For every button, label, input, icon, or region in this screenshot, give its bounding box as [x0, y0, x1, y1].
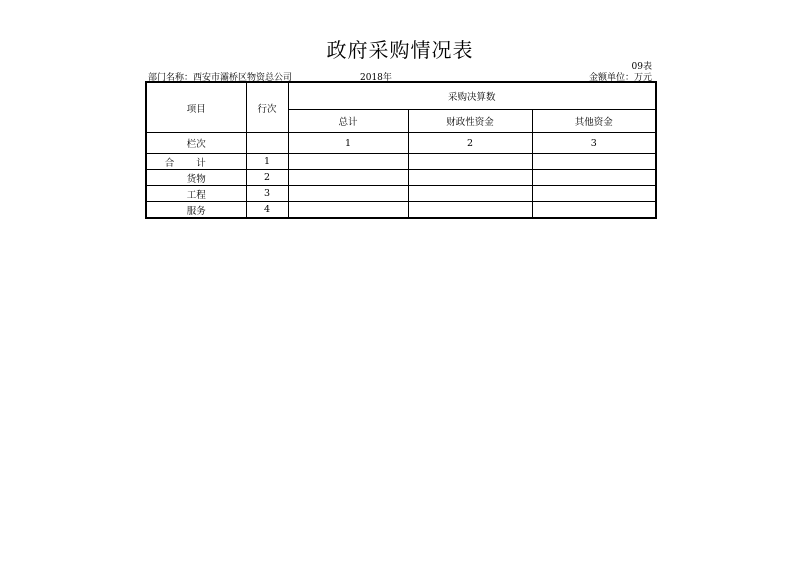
cell-other [532, 170, 656, 186]
table-row [146, 202, 656, 219]
cell-fiscal [408, 154, 532, 170]
header-row-number: 行次 [246, 82, 288, 133]
row-number: 4 [246, 202, 288, 219]
table-row [146, 170, 656, 186]
cell-total [288, 170, 408, 186]
header-procurement-final: 采购决算数 [288, 82, 656, 110]
cell-other [532, 202, 656, 219]
row-item-total [146, 154, 246, 170]
page-title: 政府采购情况表 [326, 38, 474, 62]
row-number: 3 [246, 186, 288, 202]
cell-total [288, 202, 408, 219]
column-index-2: 2 [408, 133, 532, 154]
row-number: 1 [246, 154, 288, 170]
department-name: 部门名称：西安市灞桥区物资总公司 [148, 73, 293, 83]
amount-unit: 金额单位：万元 [588, 73, 652, 83]
procurement-table [145, 81, 657, 219]
row-item-label: 服务 [146, 202, 246, 219]
header-item: 项目 [146, 82, 246, 133]
header-fiscal-funds: 财政性资金 [408, 110, 532, 133]
column-index-row-number [246, 133, 288, 154]
cell-fiscal [408, 170, 532, 186]
cell-fiscal [408, 186, 532, 202]
row-number: 2 [246, 170, 288, 186]
row-item-label: 合计 [164, 157, 228, 169]
header-total: 总计 [288, 110, 408, 133]
column-index-row [146, 133, 656, 154]
cell-total [288, 186, 408, 202]
header-other-funds: 其他资金 [532, 110, 656, 133]
column-index-3: 3 [532, 133, 656, 154]
column-index-label: 栏次 [146, 133, 246, 154]
cell-total [288, 154, 408, 170]
cell-other [532, 154, 656, 170]
table-row [146, 154, 656, 170]
row-item-label: 货物 [146, 170, 246, 186]
table-row [146, 186, 656, 202]
column-index-1: 1 [288, 133, 408, 154]
cell-other [532, 186, 656, 202]
cell-fiscal [408, 202, 532, 219]
form-number: 09表 [631, 62, 652, 72]
row-item-label: 工程 [146, 186, 246, 202]
report-year: 2018年 [360, 73, 392, 83]
